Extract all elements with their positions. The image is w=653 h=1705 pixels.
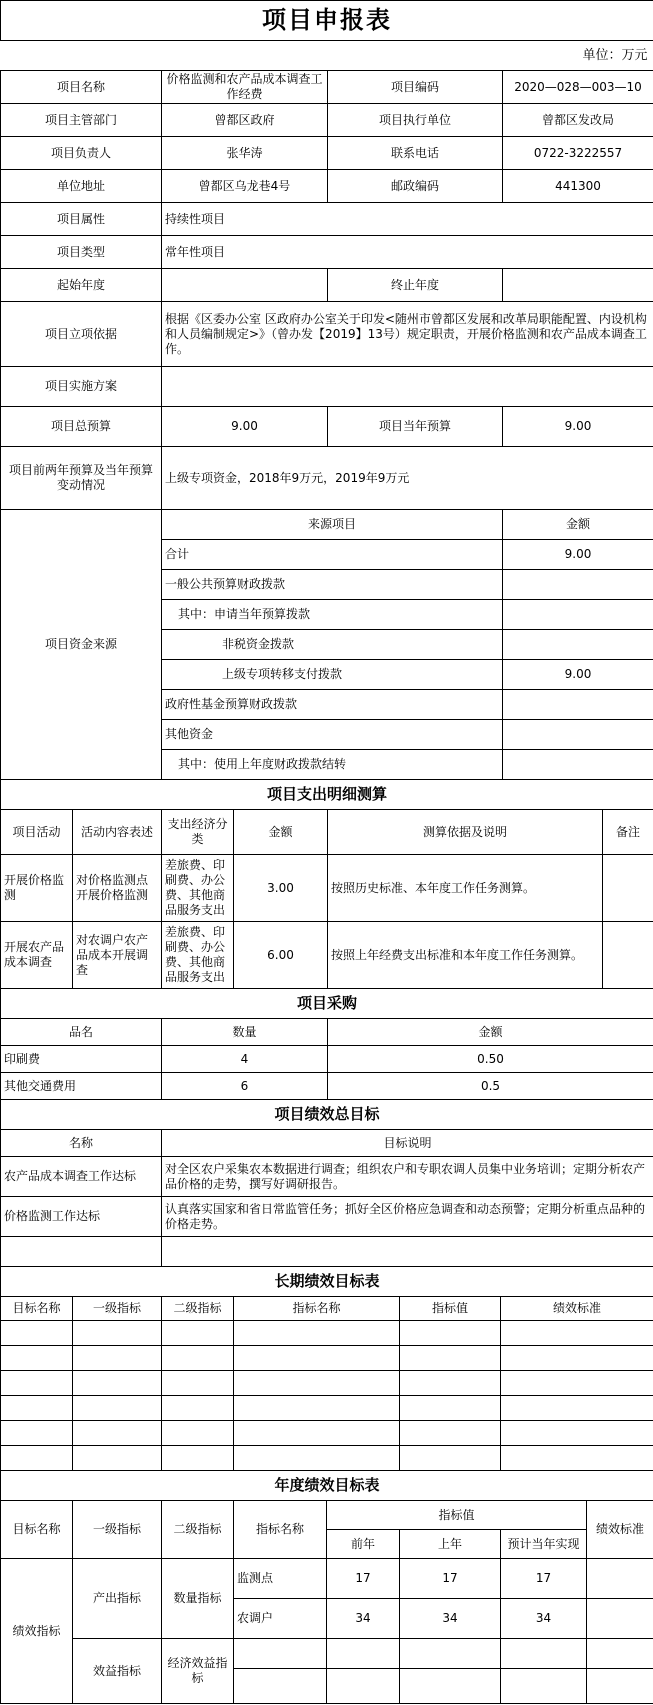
type-label: 项目类型 [1,236,162,269]
procurement-table [0,988,653,1100]
annual-sub-header: 前年 [327,1530,400,1559]
perf-total-table [0,1099,653,1267]
unit-label: 单位：万元 [1,41,653,71]
indicator-value: 17 [501,1559,587,1599]
exec-label: 项目执行单位 [328,104,503,137]
type-value: 常年性项目 [162,236,653,269]
longterm-header: 二级指标 [162,1297,234,1321]
project-name-label: 项目名称 [1,71,162,104]
dept-label: 项目主管部门 [1,104,162,137]
funding-row-amount [503,720,653,750]
funding-row-name: 非税资金拨款 [162,630,503,660]
perf-total-name: 农产品成本调查工作达标 [1,1157,162,1197]
annual-header: 一级指标 [73,1501,162,1559]
procurement-qty: 6 [162,1073,328,1100]
funding-row-amount: 9.00 [503,540,653,570]
project-name-value: 价格监测和农产品成本调查工作经费 [162,71,328,104]
expense-row [1,922,653,989]
expense-activity: 开展价格监测 [1,855,73,922]
basis-value: 根据《区委办公室 区政府办公室关于印发<随州市曾都区发展和改革局职能配置、内设机构和人员编制规定>》（曾办发【2019】13号）规定职责，开展价格监测和农产品成本调查工作。 [162,302,653,367]
exec-value: 曾都区发改局 [503,104,653,137]
indicator-value: 17 [327,1559,400,1599]
funding-label: 项目资金来源 [1,510,162,780]
project-code-label: 项目编码 [328,71,503,104]
expense-content: 对价格监测点开展价格监测 [73,855,162,922]
expense-basis: 按照上年经费支出标准和本年度工作任务测算。 [328,922,603,989]
procurement-qty: 4 [162,1046,328,1073]
table-row [1,1371,653,1396]
year-budget-value: 9.00 [503,407,653,447]
funding-row-name: 上级专项转移支付拨款 [162,660,503,690]
indicator-value: 34 [400,1599,501,1639]
expense-basis: 按照历史标准、本年度工作任务测算。 [328,855,603,922]
annual-header: 指标名称 [234,1501,327,1559]
owner-value: 张华涛 [162,137,328,170]
funding-row-amount [503,570,653,600]
procurement-amount: 0.5 [328,1073,653,1100]
expense-header: 项目活动 [1,810,73,855]
funding-row-name: 其中：申请当年预算拨款 [162,600,503,630]
expense-category: 差旅费、印刷费、办公费、其他商品服务支出 [162,922,234,989]
attr-value: 持续性项目 [162,203,653,236]
end-value [503,269,653,302]
expense-amount: 3.00 [234,855,328,922]
funding-row-amount: 9.00 [503,660,653,690]
table-row [1,1321,653,1346]
indicator-value: 34 [327,1599,400,1639]
table-row [1,1421,653,1446]
annual-header: 二级指标 [162,1501,234,1559]
funding-amount-header: 金额 [503,510,653,540]
perf-total-desc [162,1237,653,1267]
expense-header: 测算依据及说明 [328,810,603,855]
indicator-name: 监测点 [234,1559,327,1599]
year-budget-label: 项目当年预算 [328,407,503,447]
funding-row-amount [503,630,653,660]
longterm-header: 一级指标 [73,1297,162,1321]
procurement-header: 数量 [162,1019,328,1046]
perf-total-name: 价格监测工作达标 [1,1197,162,1237]
total-budget-label: 项目总预算 [1,407,162,447]
expense-category: 差旅费、印刷费、办公费、其他商品服务支出 [162,855,234,922]
expense-table [0,779,653,989]
perf-total-row [1,1157,653,1197]
basic-info-table [0,0,653,780]
start-value [162,269,328,302]
perf-total-row [1,1237,653,1267]
expense-title: 项目支出明细测算 [1,780,653,810]
expense-header: 活动内容表述 [73,810,162,855]
table-row [1,1346,653,1371]
zip-label: 邮政编码 [328,170,503,203]
longterm-header: 目标名称 [1,1297,73,1321]
longterm-header: 指标值 [400,1297,501,1321]
phone-value: 0722-3222557 [503,137,653,170]
funding-row-amount [503,600,653,630]
perf-total-header: 目标说明 [162,1130,653,1157]
annual-table [0,1470,653,1704]
expense-header: 支出经济分类 [162,810,234,855]
project-code-value: 2020—028—003—10 [503,71,653,104]
total-budget-value: 9.00 [162,407,328,447]
perf-total-name [1,1237,162,1267]
procurement-header: 金额 [328,1019,653,1046]
expense-header: 金额 [234,810,328,855]
page-title: 项目申报表 [1,1,653,41]
longterm-title: 长期绩效目标表 [1,1267,653,1297]
plan-value [162,367,653,407]
perf-total-desc: 对全区农户采集农本数据进行调查；组织农户和专职农调人员集中业务培训；定期分析农产品价格的走势，撰写好调研报告。 [162,1157,653,1197]
annual-goal: 绩效指标 [1,1559,73,1704]
longterm-header: 指标名称 [234,1297,400,1321]
phone-label: 联系电话 [328,137,503,170]
funding-row-amount [503,750,653,780]
dept-value: 曾都区政府 [162,104,328,137]
owner-label: 项目负责人 [1,137,162,170]
plan-label: 项目实施方案 [1,367,162,407]
table-row [1,1446,653,1471]
address-value: 曾都区乌龙巷4号 [162,170,328,203]
procurement-amount: 0.50 [328,1046,653,1073]
funding-row-name: 合计 [162,540,503,570]
funding-row-name: 一般公共预算财政拨款 [162,570,503,600]
expense-amount: 6.00 [234,922,328,989]
address-label: 单位地址 [1,170,162,203]
procurement-header: 品名 [1,1019,162,1046]
econ-indicator: 经济效益指标 [162,1639,234,1704]
expense-row [1,855,653,922]
procurement-name: 印刷费 [1,1046,162,1073]
procurement-row [1,1046,653,1073]
expense-activity: 开展农产品成本调查 [1,922,73,989]
funding-row-name: 政府性基金预算财政拨款 [162,690,503,720]
annual-header: 指标值 [327,1501,587,1530]
end-label: 终止年度 [328,269,503,302]
perf-total-title: 项目绩效总目标 [1,1100,653,1130]
table-row [1,1396,653,1421]
expense-content: 对农调户农产品成本开展调查 [73,922,162,989]
zip-value: 441300 [503,170,653,203]
annual-header: 目标名称 [1,1501,73,1559]
output-indicator: 产出指标 [73,1559,162,1639]
perf-total-header: 名称 [1,1130,162,1157]
start-label: 起始年度 [1,269,162,302]
prev-budget-label: 项目前两年预算及当年预算变动情况 [1,447,162,510]
funding-row-name: 其他资金 [162,720,503,750]
funding-row-amount [503,690,653,720]
effect-indicator: 效益指标 [73,1639,162,1704]
funding-row-name: 其中：使用上年度财政拨款结转 [162,750,503,780]
attr-label: 项目属性 [1,203,162,236]
longterm-header: 绩效标准 [501,1297,653,1321]
expense-note [603,855,653,922]
annual-title: 年度绩效目标表 [1,1471,653,1501]
expense-header: 备注 [603,810,653,855]
longterm-table [0,1266,653,1471]
basis-label: 项目立项依据 [1,302,162,367]
perf-total-row [1,1197,653,1237]
annual-sub-header: 预计当年实现 [501,1530,587,1559]
funding-source-header: 来源项目 [162,510,503,540]
procurement-name: 其他交通费用 [1,1073,162,1100]
quantity-indicator: 数量指标 [162,1559,234,1639]
table-row [1,1559,653,1599]
expense-note [603,922,653,989]
perf-total-desc: 认真落实国家和省日常监管任务；抓好全区价格应急调查和动态预警；定期分析重点品种的价格走势。 [162,1197,653,1237]
prev-budget-value: 上级专项资金，2018年9万元，2019年9万元 [162,447,653,510]
procurement-row [1,1073,653,1100]
indicator-name: 农调户 [234,1599,327,1639]
annual-sub-header: 上年 [400,1530,501,1559]
procurement-title: 项目采购 [1,989,653,1019]
annual-header: 绩效标准 [587,1501,653,1559]
table-row [1,1639,653,1669]
indicator-value: 34 [501,1599,587,1639]
indicator-value: 17 [400,1559,501,1599]
